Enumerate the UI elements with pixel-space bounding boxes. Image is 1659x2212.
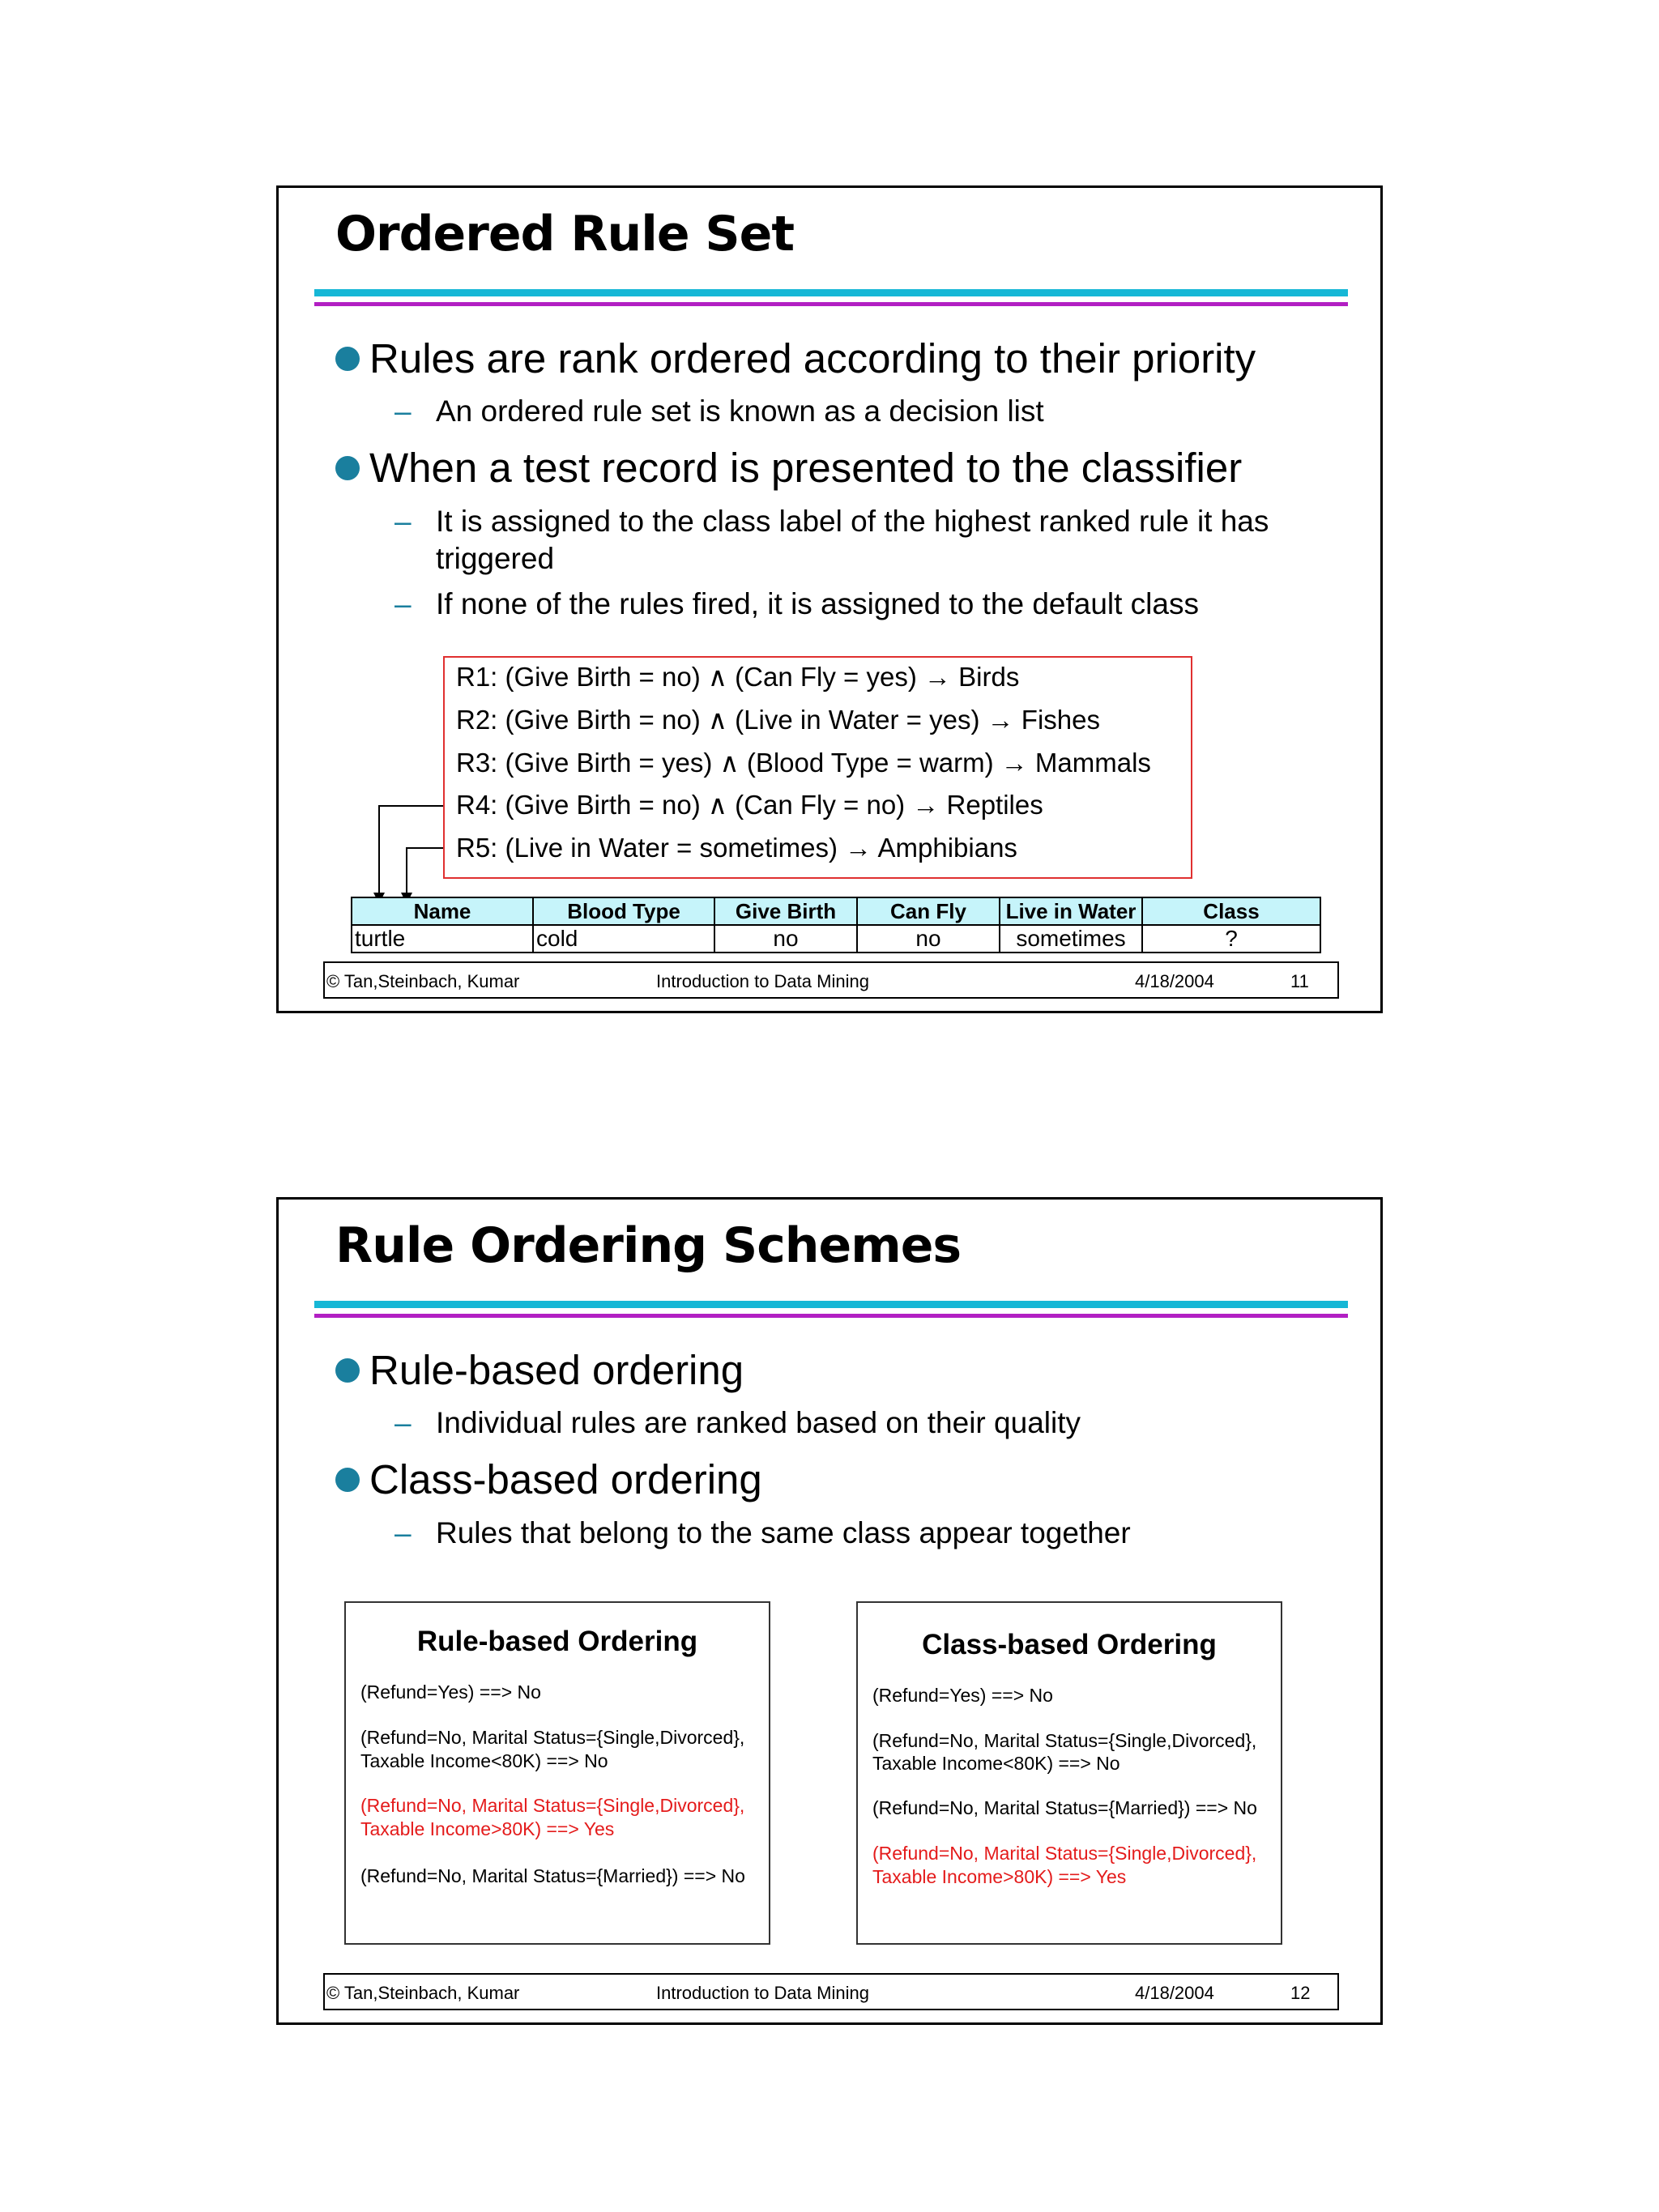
table-header: Blood Type bbox=[533, 897, 714, 925]
footer-author: © Tan,Steinbach, Kumar bbox=[326, 1983, 520, 2003]
rule-based-ordering-box bbox=[344, 1601, 770, 1945]
title-underline-magenta bbox=[314, 1314, 1348, 1318]
bullet-text: When a test record is presented to the classifier bbox=[369, 445, 1243, 491]
table-header: Give Birth bbox=[714, 897, 857, 925]
sub-bullet-text: Individual rules are ranked based on their quality bbox=[436, 1406, 1081, 1439]
ordering-item: (Refund=No, Marital Status={Married}) ==> No bbox=[360, 1865, 745, 1886]
dash-icon: – bbox=[394, 587, 412, 620]
dash-icon: – bbox=[394, 505, 412, 538]
class-based-ordering-box bbox=[856, 1601, 1282, 1945]
table-cell: ? bbox=[1142, 925, 1320, 953]
slide-12 bbox=[276, 1197, 1383, 2025]
rule-r1: R1: (Give Birth = no) ∧ (Can Fly = yes) → Birds bbox=[456, 662, 1020, 692]
bullet-dot-icon bbox=[335, 1468, 360, 1492]
ordering-item: (Refund=Yes) ==> No bbox=[872, 1685, 1053, 1706]
footer-course: Introduction to Data Mining bbox=[656, 1983, 869, 2003]
dash-icon: – bbox=[394, 1516, 412, 1549]
rule-r4: R4: (Give Birth = no) ∧ (Can Fly = no) → Reptiles bbox=[456, 790, 1043, 820]
table-cell: sometimes bbox=[1000, 925, 1142, 953]
table-header: Class bbox=[1142, 897, 1320, 925]
sub-bullet-text-line1: It is assigned to the class label of the highest ranked rule it has bbox=[436, 505, 1269, 538]
bullet-text: Class-based ordering bbox=[369, 1456, 762, 1502]
arrow-r4-line bbox=[379, 806, 443, 893]
sub-bullet-text-line2: triggered bbox=[436, 542, 555, 575]
slide-title: Rule Ordering Schemes bbox=[335, 1217, 962, 1274]
ordering-item: Taxable Income<80K) ==> No bbox=[872, 1753, 1120, 1774]
record-table bbox=[351, 897, 1321, 953]
title-underline-cyan bbox=[314, 1301, 1348, 1308]
ordering-item: (Refund=Yes) ==> No bbox=[360, 1681, 541, 1703]
sub-bullet-text: If none of the rules fired, it is assigned to the default class bbox=[436, 587, 1199, 620]
table-header: Name bbox=[352, 897, 533, 925]
footer-author: © Tan,Steinbach, Kumar bbox=[326, 971, 520, 991]
sub-bullet-text: An ordered rule set is known as a decision list bbox=[436, 394, 1044, 428]
footer-date: 4/18/2004 bbox=[1135, 971, 1214, 991]
ordering-item-highlight: (Refund=No, Marital Status={Single,Divorced}, bbox=[360, 1795, 745, 1816]
dash-icon: – bbox=[394, 394, 412, 428]
table-cell: no bbox=[714, 925, 857, 953]
ordering-item: Taxable Income<80K) ==> No bbox=[360, 1750, 608, 1771]
bullet-class-based bbox=[335, 1456, 762, 1502]
dash-icon: – bbox=[394, 1406, 412, 1439]
bullet-text: Rules are rank ordered according to their priority bbox=[369, 335, 1256, 381]
bullet-dot-icon bbox=[335, 1358, 360, 1383]
ordering-item: (Refund=No, Marital Status={Single,Divorced}, bbox=[360, 1727, 745, 1748]
box-heading: Class-based Ordering bbox=[922, 1629, 1217, 1660]
bullet-rule-based bbox=[335, 1349, 744, 1391]
slide-footer bbox=[323, 1973, 1339, 2010]
sub-bullet-text: Rules that belong to the same class appear together bbox=[436, 1516, 1131, 1549]
table-header-row bbox=[352, 897, 1320, 925]
arrow-r5-line bbox=[407, 848, 443, 893]
footer-date: 4/18/2004 bbox=[1135, 1983, 1214, 2003]
table-cell: no bbox=[857, 925, 1000, 953]
footer-page-number: 11 bbox=[1290, 971, 1309, 991]
rules-box bbox=[443, 656, 1192, 879]
slide-footer bbox=[323, 961, 1339, 999]
rule-r5: R5: (Live in Water = sometimes) → Amphibians bbox=[456, 833, 1017, 863]
slide-11 bbox=[276, 185, 1383, 1013]
ordering-item-highlight: Taxable Income>80K) ==> Yes bbox=[360, 1818, 615, 1839]
table-cell: cold bbox=[533, 925, 714, 953]
table-cell: turtle bbox=[352, 925, 533, 953]
ordering-item: (Refund=No, Marital Status={Single,Divorced}, bbox=[872, 1730, 1257, 1751]
table-header: Live in Water bbox=[1000, 897, 1142, 925]
bullet-text: Rule-based ordering bbox=[369, 1347, 744, 1393]
ordering-item-highlight: (Refund=No, Marital Status={Single,Divorced}, bbox=[872, 1843, 1257, 1864]
ordering-item-highlight: Taxable Income>80K) ==> Yes bbox=[872, 1866, 1127, 1887]
slide-title: Ordered Rule Set bbox=[335, 206, 795, 262]
rule-r3: R3: (Give Birth = yes) ∧ (Blood Type = warm) → Mammals bbox=[456, 748, 1151, 778]
rule-r2: R2: (Give Birth = no) ∧ (Live in Water = yes) → Fishes bbox=[456, 705, 1100, 735]
footer-page-number: 12 bbox=[1290, 1983, 1311, 2003]
rule-arrows bbox=[279, 188, 1380, 1011]
ordering-item: (Refund=No, Marital Status={Married}) ==> No bbox=[872, 1797, 1257, 1818]
table-header: Can Fly bbox=[857, 897, 1000, 925]
footer-course: Introduction to Data Mining bbox=[656, 971, 869, 991]
table-row bbox=[352, 925, 1320, 953]
box-heading: Rule-based Ordering bbox=[416, 1626, 698, 1657]
